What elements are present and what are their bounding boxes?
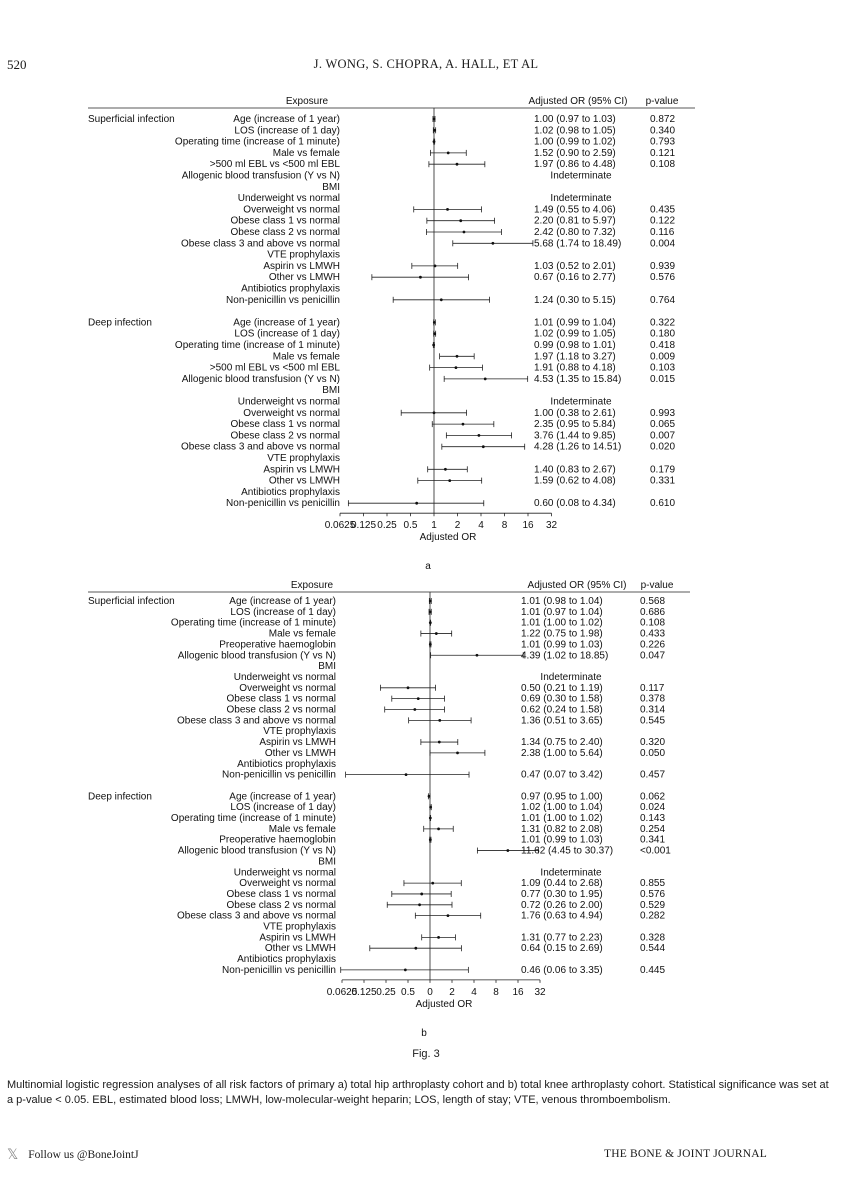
row-label: Operating time (increase of 1 minute): [170, 813, 336, 824]
row-label: VTE prophylaxis: [263, 726, 336, 738]
p-value-text: 0.009: [650, 351, 676, 363]
point-estimate: [404, 969, 407, 972]
or-ci-text: 4.53 (1.35 to 15.84): [534, 373, 622, 385]
row-label: Operating time (increase of 1 minute): [170, 617, 336, 629]
point-estimate: [405, 773, 408, 776]
row-label: Antibiotics prophylaxis: [241, 486, 340, 498]
point-estimate: [446, 208, 449, 211]
or-ci-text: 1.01 (0.99 to 1.04): [534, 317, 616, 329]
p-value-text: 0.576: [640, 888, 666, 900]
row-label: Obese class 2 vs normal: [230, 227, 340, 238]
point-estimate: [419, 276, 422, 279]
or-ci-text: 3.76 (1.44 to 9.85): [534, 430, 616, 442]
x-axis-title: Adjusted OR: [419, 532, 477, 544]
p-value-text: 0.121: [650, 147, 676, 159]
row-label: Non-penicillin vs penicillin: [226, 498, 340, 510]
point-estimate: [476, 654, 479, 657]
x-tick-label: 16: [522, 520, 534, 532]
row-label: Aspirin vs LMWH: [263, 260, 340, 272]
p-value-text: <0.001: [640, 845, 671, 857]
x-tick-label: 0.125: [350, 520, 377, 532]
p-value-text: 0.457: [640, 769, 666, 781]
point-estimate: [433, 411, 436, 414]
or-ci-text: 2.42 (0.80 to 7.32): [534, 227, 616, 238]
point-estimate: [433, 321, 436, 324]
or-ci-text: 1.00 (0.97 to 1.03): [534, 114, 616, 125]
row-label: Allogenic blood transfusion (Y vs N): [181, 373, 340, 385]
or-ci-text: 0.69 (0.30 to 1.58): [521, 693, 603, 705]
header-p-value: p-value: [645, 96, 679, 107]
row-label: Allogenic blood transfusion (Y vs N): [177, 845, 336, 857]
row-label: Other vs LMWH: [264, 943, 336, 955]
point-estimate: [431, 882, 434, 885]
p-value-text: 0.320: [640, 737, 666, 749]
x-tick-label: 1: [431, 520, 437, 532]
x-tick-label: 0: [427, 986, 433, 998]
p-value-text: 0.024: [640, 802, 666, 814]
row-label: Non-penicillin vs penicillin: [222, 769, 336, 781]
point-estimate: [407, 686, 410, 689]
group-label: Superficial infection: [88, 114, 175, 125]
p-value-text: 0.993: [650, 407, 676, 419]
or-ci-text: 1.31 (0.77 to 2.23): [521, 932, 603, 944]
header-adjusted-or: Adjusted OR (95% CI): [527, 580, 627, 591]
or-ci-text: Indeterminate: [550, 193, 612, 205]
p-value-text: 0.545: [640, 715, 666, 727]
or-ci-text: 1.91 (0.88 to 4.18): [534, 362, 616, 374]
x-tick-label: 2: [454, 520, 461, 532]
or-ci-text: 1.01 (0.99 to 1.03): [521, 639, 603, 651]
header-exposure: Exposure: [285, 96, 329, 107]
or-ci-text: 5.68 (1.74 to 18.49): [534, 238, 622, 250]
row-label: Age (increase of 1 year): [233, 114, 340, 125]
x-tick-label: 0.125: [351, 986, 377, 998]
row-label: Obese class 1 vs normal: [230, 419, 340, 431]
p-value-text: 0.254: [640, 823, 666, 835]
point-estimate: [438, 741, 441, 744]
group-label: Deep infection: [88, 791, 152, 803]
point-estimate: [414, 947, 417, 950]
row-label: Operating time (increase of 1 minute): [174, 340, 340, 351]
row-label: Obese class 1 vs normal: [226, 888, 336, 900]
point-estimate: [418, 903, 421, 906]
x-tick-label: 0.5: [401, 986, 415, 998]
figure-label: Fig. 3: [412, 1048, 440, 1060]
row-label: Antibiotics prophylaxis: [237, 758, 336, 770]
x-tick-label: 16: [512, 986, 524, 998]
running-head: J. WONG, S. CHOPRA, A. HALL, ET AL: [313, 57, 539, 71]
point-estimate: [456, 752, 459, 755]
row-label: Preoperative haemoglobin: [219, 639, 336, 651]
footer-follow-text: Follow us @BoneJointJ: [28, 1149, 139, 1161]
or-ci-text: 1.00 (0.38 to 2.61): [534, 407, 616, 419]
point-estimate: [429, 817, 432, 820]
p-value-text: 0.108: [640, 617, 666, 629]
row-label: BMI: [318, 856, 336, 868]
point-estimate: [435, 632, 438, 635]
forest-plot-b: [0, 574, 852, 1040]
row-label: Operating time (increase of 1 minute): [174, 136, 340, 148]
row-label: Underweight vs normal: [233, 867, 336, 879]
point-estimate: [491, 242, 494, 245]
or-ci-text: 2.38 (1.00 to 5.64): [521, 747, 603, 759]
row-label: Obese class 3 and above vs normal: [181, 441, 340, 453]
x-tick-label: 4: [478, 520, 484, 532]
row-label: Non-penicillin vs penicillin: [226, 294, 340, 306]
row-label: Antibiotics prophylaxis: [241, 283, 340, 295]
p-value-text: 0.433: [640, 628, 666, 640]
or-ci-text: 0.50 (0.21 to 1.19): [521, 682, 603, 694]
x-tick-label: 8: [493, 986, 499, 998]
point-estimate: [455, 366, 458, 369]
point-estimate: [448, 479, 451, 482]
row-label: Aspirin vs LMWH: [263, 464, 340, 476]
row-label: Obese class 2 vs normal: [230, 430, 340, 442]
point-estimate: [447, 152, 450, 155]
row-label: Underweight vs normal: [237, 396, 340, 408]
or-ci-text: 1.02 (1.00 to 1.04): [521, 802, 603, 814]
row-label: Aspirin vs LMWH: [259, 932, 336, 944]
row-label: Underweight vs normal: [233, 671, 336, 683]
point-estimate: [429, 610, 432, 613]
or-ci-text: 11.62 (4.45 to 30.37): [521, 845, 614, 857]
point-estimate: [484, 378, 487, 381]
p-value-text: 0.065: [650, 419, 676, 431]
footer-journal-name: THE BONE & JOINT JOURNAL: [603, 1148, 767, 1160]
x-tick-label: 0.25: [376, 986, 396, 998]
x-tick-label: 4: [471, 986, 477, 998]
row-label: Obese class 3 and above vs normal: [177, 910, 336, 922]
or-ci-text: 1.34 (0.75 to 2.40): [521, 737, 603, 749]
p-value-text: 0.007: [650, 430, 676, 442]
or-ci-text: 1.49 (0.55 to 4.06): [534, 204, 616, 216]
row-label: Non-penicillin vs penicillin: [222, 964, 336, 976]
row-label: Other vs LMWH: [268, 475, 340, 487]
p-value-text: 0.116: [650, 227, 675, 238]
or-ci-text: 0.47 (0.07 to 3.42): [521, 769, 603, 781]
row-label: Male vs female: [268, 823, 336, 835]
row-label: Antibiotics prophylaxis: [237, 954, 336, 966]
p-value-text: 0.445: [640, 964, 666, 976]
point-estimate: [437, 827, 440, 830]
or-ci-text: Indeterminate: [550, 170, 612, 182]
panel-label: a: [425, 561, 431, 572]
point-estimate: [413, 708, 416, 711]
point-estimate: [438, 719, 441, 722]
or-ci-text: 0.77 (0.30 to 1.95): [521, 888, 603, 900]
p-value-text: 0.340: [650, 125, 676, 137]
p-value-text: 0.435: [650, 204, 676, 216]
p-value-text: 0.180: [650, 328, 676, 340]
or-ci-text: 0.46 (0.06 to 3.35): [521, 964, 603, 976]
point-estimate: [420, 893, 423, 896]
row-label: LOS (increase of 1 day): [230, 606, 336, 618]
row-label: Obese class 1 vs normal: [226, 693, 336, 705]
or-ci-text: 2.35 (0.95 to 5.84): [534, 419, 616, 431]
p-value-text: 0.282: [640, 910, 666, 922]
p-value-text: 0.686: [640, 606, 666, 618]
or-ci-text: 1.01 (0.97 to 1.04): [521, 606, 603, 618]
row-label: Obese class 1 vs normal: [230, 215, 340, 227]
row-label: Obese class 2 vs normal: [226, 704, 336, 716]
footer-social[interactable]: [7, 1147, 139, 1163]
row-label: BMI: [322, 181, 340, 193]
row-label: >500 ml EBL vs <500 ml EBL: [209, 159, 340, 171]
point-estimate: [415, 502, 418, 505]
or-ci-text: 0.62 (0.24 to 1.58): [521, 704, 603, 716]
or-ci-text: 1.36 (0.51 to 3.65): [521, 715, 603, 727]
row-label: Other vs LMWH: [264, 747, 336, 759]
or-ci-text: 4.39 (1.02 to 18.85): [521, 650, 609, 662]
or-ci-text: 0.99 (0.98 to 1.01): [534, 340, 616, 351]
point-estimate: [506, 849, 509, 852]
or-ci-text: 1.02 (0.98 to 1.05): [534, 125, 616, 137]
point-estimate: [456, 355, 459, 358]
row-label: Obese class 2 vs normal: [226, 899, 336, 911]
p-value-text: 0.328: [640, 932, 666, 944]
p-value-text: 0.610: [650, 498, 676, 510]
p-value-text: 0.331: [650, 475, 676, 487]
point-estimate: [429, 600, 432, 603]
or-ci-text: 1.76 (0.63 to 4.94): [521, 910, 603, 922]
p-value-text: 0.314: [640, 704, 666, 716]
or-ci-text: 1.03 (0.52 to 2.01): [534, 260, 616, 272]
p-value-text: 0.529: [640, 899, 666, 911]
row-label: LOS (increase of 1 day): [234, 125, 340, 137]
p-value-text: 0.793: [650, 136, 676, 148]
point-estimate: [447, 914, 450, 917]
p-value-text: 0.576: [650, 272, 676, 284]
x-tick-label: 0.5: [403, 520, 418, 532]
p-value-text: 0.122: [650, 215, 676, 227]
p-value-text: 0.020: [650, 441, 676, 453]
row-label: Other vs LMWH: [268, 272, 340, 284]
point-estimate: [433, 332, 436, 335]
point-estimate: [429, 643, 432, 646]
p-value-text: 0.378: [640, 693, 666, 705]
row-label: Male vs female: [268, 628, 336, 640]
or-ci-text: 1.02 (0.99 to 1.05): [534, 328, 616, 340]
row-label: BMI: [322, 385, 340, 397]
x-tick-label: 32: [545, 520, 558, 532]
or-ci-text: 1.09 (0.44 to 2.68): [521, 878, 603, 890]
x-tick-label: 0.0625: [326, 986, 358, 998]
p-value-text: 0.062: [640, 791, 666, 803]
p-value-text: 0.179: [650, 464, 676, 476]
or-ci-text: 1.97 (1.18 to 3.27): [534, 351, 616, 363]
point-estimate: [440, 298, 443, 301]
point-estimate: [462, 423, 465, 426]
point-estimate: [433, 140, 436, 143]
row-label: Allogenic blood transfusion (Y vs N): [181, 170, 340, 182]
or-ci-text: 0.72 (0.26 to 2.00): [521, 899, 603, 911]
p-value-text: 0.418: [650, 340, 676, 351]
row-label: Age (increase of 1 year): [229, 791, 336, 803]
x-logo-icon: 𝕏: [7, 1147, 19, 1163]
panel-label: b: [421, 1027, 427, 1039]
p-value-text: 0.322: [650, 317, 676, 329]
row-label: Aspirin vs LMWH: [259, 737, 336, 749]
or-ci-text: 0.67 (0.16 to 2.77): [534, 272, 616, 284]
point-estimate: [463, 231, 466, 234]
x-tick-label: 2: [449, 986, 455, 998]
point-estimate: [432, 344, 435, 347]
p-value-text: 0.015: [650, 373, 676, 385]
group-label: Deep infection: [88, 317, 152, 329]
row-label: Obese class 3 and above vs normal: [177, 715, 336, 727]
or-ci-text: 1.00 (0.99 to 1.02): [534, 136, 616, 148]
p-value-text: 0.108: [650, 159, 676, 171]
or-ci-text: 2.20 (0.81 to 5.97): [534, 215, 616, 227]
point-estimate: [417, 697, 420, 700]
row-label: Obese class 3 and above vs normal: [181, 238, 340, 250]
or-ci-text: 1.52 (0.90 to 2.59): [534, 147, 616, 159]
page-number: 520: [7, 57, 27, 72]
p-value-text: 0.117: [640, 682, 665, 694]
p-value-text: 0.939: [650, 260, 676, 272]
x-tick-label: 0.25: [377, 520, 397, 532]
p-value-text: 0.143: [640, 813, 666, 824]
row-label: Overweight vs normal: [239, 878, 336, 890]
or-ci-text: 1.01 (0.98 to 1.04): [521, 596, 603, 607]
x-tick-label: 32: [534, 986, 546, 998]
row-label: VTE prophylaxis: [263, 921, 336, 933]
point-estimate: [434, 265, 437, 268]
header-exposure: Exposure: [290, 580, 334, 591]
row-label: Male vs female: [272, 351, 340, 363]
row-label: Preoperative haemoglobin: [219, 834, 336, 846]
header-adjusted-or: Adjusted OR (95% CI): [528, 96, 628, 107]
or-ci-text: 1.40 (0.83 to 2.67): [534, 464, 616, 476]
point-estimate: [428, 795, 431, 798]
row-label: Allogenic blood transfusion (Y vs N): [177, 650, 336, 662]
or-ci-text: 1.01 (1.00 to 1.02): [521, 617, 603, 629]
row-label: VTE prophylaxis: [267, 453, 340, 464]
point-estimate: [429, 838, 432, 841]
point-estimate: [433, 118, 436, 121]
row-label: Age (increase of 1 year): [233, 317, 340, 329]
row-label: >500 ml EBL vs <500 ml EBL: [209, 362, 340, 374]
row-label: Male vs female: [272, 147, 340, 159]
point-estimate: [444, 468, 447, 471]
forest-plot-a: [0, 88, 852, 572]
point-estimate: [478, 434, 481, 437]
p-value-text: 0.544: [640, 943, 666, 955]
point-estimate: [459, 219, 462, 222]
or-ci-text: 1.01 (1.00 to 1.02): [521, 813, 603, 824]
row-label: Overweight vs normal: [239, 682, 336, 694]
header-p-value: p-value: [640, 580, 674, 591]
point-estimate: [429, 621, 432, 624]
p-value-text: 0.341: [640, 834, 666, 846]
or-ci-text: 0.97 (0.95 to 1.00): [521, 791, 603, 803]
p-value-text: 0.103: [650, 362, 676, 374]
or-ci-text: 4.28 (1.26 to 14.51): [534, 441, 622, 453]
x-tick-label: 8: [501, 520, 508, 532]
or-ci-text: 1.97 (0.86 to 4.48): [534, 159, 616, 171]
p-value-text: 0.050: [640, 747, 666, 759]
point-estimate: [456, 163, 459, 166]
row-label: Overweight vs normal: [243, 407, 340, 419]
row-label: VTE prophylaxis: [267, 249, 340, 261]
or-ci-text: 0.60 (0.08 to 4.34): [534, 498, 616, 510]
p-value-text: 0.047: [640, 650, 666, 662]
row-label: LOS (increase of 1 day): [234, 328, 340, 340]
group-label: Superficial infection: [88, 596, 175, 607]
or-ci-text: 1.01 (0.99 to 1.03): [521, 834, 603, 846]
row-label: LOS (increase of 1 day): [230, 802, 336, 814]
or-ci-text: 1.24 (0.30 to 5.15): [534, 294, 616, 306]
or-ci-text: 1.31 (0.82 to 2.08): [521, 823, 603, 835]
or-ci-text: 1.59 (0.62 to 4.08): [534, 475, 616, 487]
p-value-text: 0.568: [640, 596, 666, 607]
x-tick-label: 0.0625: [324, 520, 356, 532]
point-estimate: [482, 445, 485, 448]
or-ci-text: Indeterminate: [550, 396, 612, 408]
row-label: BMI: [318, 661, 336, 673]
figure-caption: Multinomial logistic regression analyses of all risk factors of primary a) total hip arthroplasty cohort and b) total knee arthroplasty cohort. Statistical significance was set at a p-value < 0.05. EBL, estimated blood loss; LMWH, low-molecular-weight heparin; LOS, length of stay; VTE, venous thromboembolism.: [7, 1079, 829, 1106]
or-ci-text: 0.64 (0.15 to 2.69): [521, 943, 603, 955]
row-label: Underweight vs normal: [237, 193, 340, 205]
point-estimate: [437, 936, 440, 939]
p-value-text: 0.226: [640, 639, 666, 651]
point-estimate: [433, 129, 436, 132]
or-ci-text: 1.22 (0.75 to 1.98): [521, 628, 603, 640]
row-label: Overweight vs normal: [243, 204, 340, 216]
p-value-text: 0.855: [640, 878, 666, 890]
p-value-text: 0.872: [650, 114, 676, 125]
p-value-text: 0.004: [650, 238, 676, 250]
or-ci-text: Indeterminate: [540, 671, 602, 683]
or-ci-text: Indeterminate: [540, 867, 602, 879]
row-label: Age (increase of 1 year): [229, 596, 336, 607]
x-axis-title: Adjusted OR: [415, 998, 473, 1010]
point-estimate: [429, 806, 432, 809]
p-value-text: 0.764: [650, 294, 676, 306]
